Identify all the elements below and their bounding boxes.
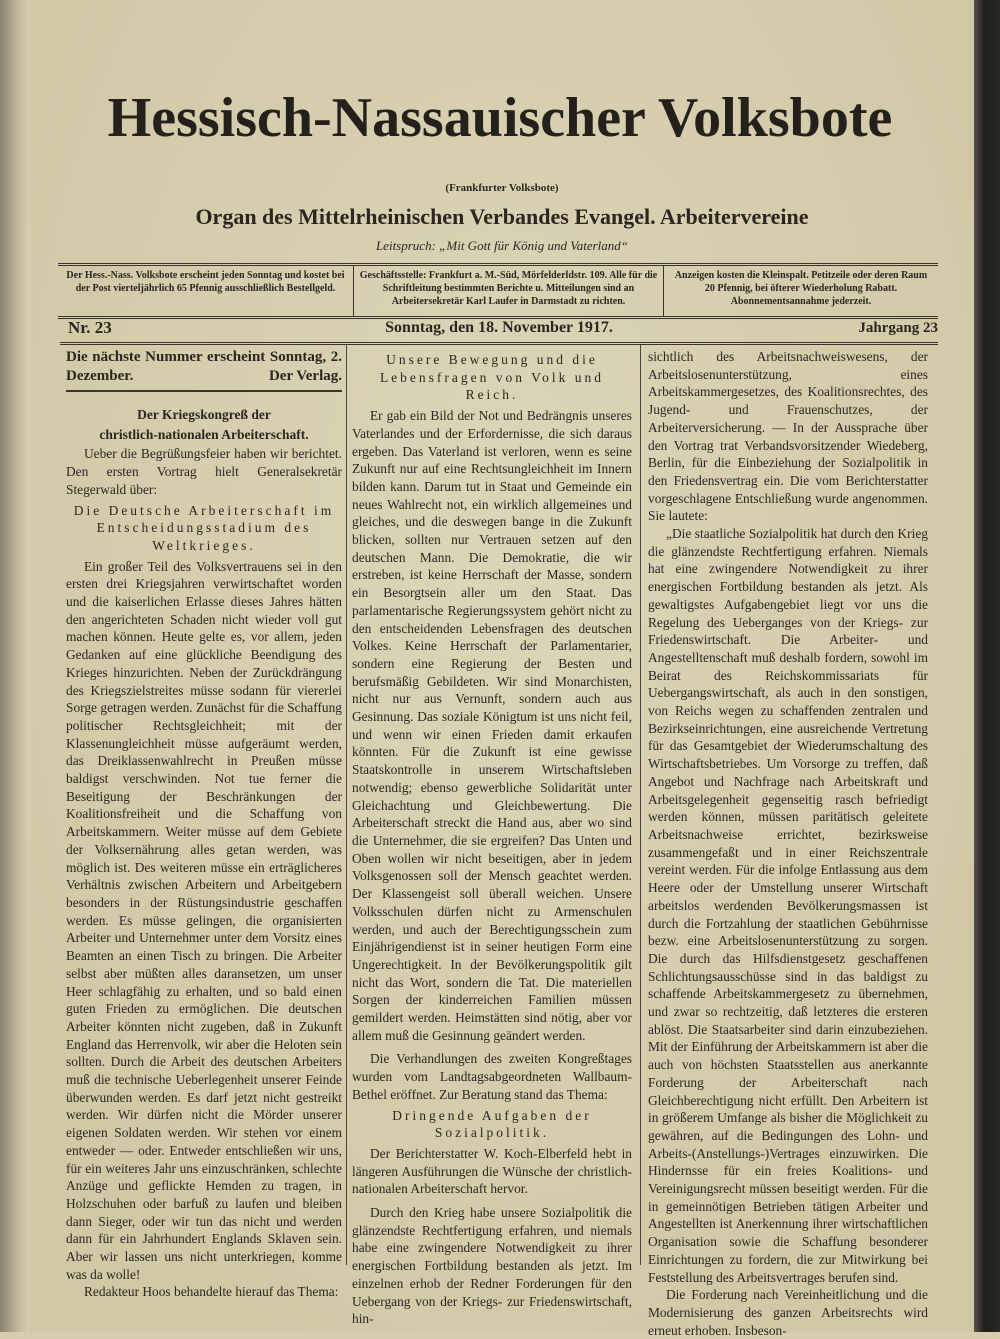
paragraph: Die Verhandlungen des zweiten Kongreßtages wurden vom Landtagsabgeordneten Wallbaum-Bethel eröffnet. Zur Beratung stand das Thema: xyxy=(352,1051,632,1102)
paragraph: Redakteur Hoos behandelte hierauf das Thema: xyxy=(84,1284,339,1300)
paragraph: sichtlich des Arbeitsnachweiswesens, der Arbeitslosenunterstützung, eines Arbeitskammergesetzes, des Koalitionsrechtes, des Jugend- und Frauenschutzes, der Arbeiterversicherung. — In der Aussprache über den Vortrag trat Verbandsvorsitzender Wiedeberg, Berlin, für die Einbeziehung der Sozialpolitik in den Friedensvertrag ein. Die vom Berichterstatter vorgeschlagene Entschließung wurde angenommen. Sie lautete: xyxy=(648,349,928,524)
next-issue-notice: Die nächste Nummer erscheint Sonntag, 2. Dezember. Der Verlag. xyxy=(66,348,342,392)
article-headline-2: christlich-nationalen Arbeiterschaft. xyxy=(99,426,309,442)
section-subhead: Die Deutsche Arbeiterschaft im Entscheidungsstadium des Weltkrieges. xyxy=(73,502,335,553)
paragraph: Ueber die Begrüßungsfeier haben wir berichtet. Den ersten Vortrag hielt Generalsekretär Stegerwald über: xyxy=(66,446,342,497)
column-1 xyxy=(66,348,342,1301)
section-subhead: Unsere Bewegung und die Lebensfragen von Volk und Reich. xyxy=(379,352,605,403)
column-divider xyxy=(640,345,641,1265)
subscription-info: Der Hess.-Nass. Volksbote erscheint jeden Sonntag und kostet bei der Post vierteljährlich 65 Pfennig ausschließlich Bestellgeld. xyxy=(66,270,345,294)
masthead-title: Hessisch-Nassauischer Volksbote xyxy=(107,87,893,149)
info-row xyxy=(58,263,938,319)
issue-row xyxy=(60,318,938,345)
paragraph: Ein großer Teil des Volksvertrauens sei in den ersten drei Kriegsjahren verwirtschaftet worden und die kaiserlichen Erlasse dieses Jahres hätten den angerichteten Schaden nicht wieder voll gut machen können. Heute gelte es, vor allem, jeden Gedanken auf eine glückliche Beendigung des Krieges hinzurichten. Neben der Zurückdrängung des Kriegszielstreites müsse sodann für viererlei Sorge getragen werden. Zunächst für die Schaffung politischer Rechtsgleichheit; mit der Klassenungleichheit müsse aufgeräumt werden, das Dreiklassenwahlrecht in Preußen müsse baldigst verschwinden. Not tue ferner die Beseitigung der Beschränkungen der Koalitionsfreiheit und die Schaffung von Arbeitskammern. Weiter müsse auf dem Gebiete der Volksernährung alles getan werden, was möglich ist. Des weiteren müsse ein erträglicheres Verhältnis zwischen Arbeitern und Arbeitgebern besonders in der Rüstungsindustrie geschaffen werden. Es müsse gelingen, die organisierten Arbeiter und Unternehmer unter dem Vorsitz eines Beamten an einen Tisch zu bringen. Die Arbeiter selbst aber müßten alles daransetzen, um unser Heer schlagfähig zu erhalten, und so bald einen guten Frieden zu ermöglichen. Die deutschen Arbeiter könnten nicht zugeben, daß in Zukunft England das Herrenvolk, wir aber die Heloten sein sollten. Durch die Arbeit des deutschen Arbeiters muß die technische Ueberlegenheit unserer Feinde überwunden werden. Es darf jetzt nicht gestreikt werden. Wir dürfen nicht die Mörder unserer eigenen Soldaten werden. Wir stehen vor einem entweder — oder. Entweder entschließen wir uns, für ein weiteres Jahr uns einzuschränken, schlechte Anzüge und geflickte Hemden zu tragen, in Holzschuhen oder barfuß zu laufen und bleiben dann Sieger, oder wir tun das nicht und werden dann für ein Jahrhundert Englands Sklaven sein. Aber wir lassen uns nicht unterkriegen, komme was da wolle! xyxy=(66,558,342,1282)
masthead-organ: Organ des Mittelrheinischen Verbandes Evangel. Arbeitervereine xyxy=(195,204,809,229)
ads-info: Anzeigen kosten die Kleinspalt. Petitzeile oder deren Raum 20 Pfennig, bei öfterer Wiederholung Rabatt. Abonnementsannahme jederzeit. xyxy=(663,266,938,316)
scan-left-edge xyxy=(0,0,30,1332)
column-3 xyxy=(648,348,928,1339)
column-divider xyxy=(346,345,347,1265)
paragraph: Durch den Krieg habe unsere Sozialpolitik die glänzendste Rechtfertigung erfahren, und niemals habe eine zwingendere Notwendigkeit zu ihrer energischen Fortbildung bestanden als jetzt. Im einzelnen erhob der Redner Forderungen für den Uebergang von der Kriegs- zur Friedenswirtschaft, hin- xyxy=(352,1205,632,1327)
masthead-motto: Leitspruch: „Mit Gott für König und Vaterland“ xyxy=(375,238,629,253)
paragraph: Die Forderung nach Vereinheitlichung und die Modernisierung des ganzen Arbeitsrechts wird erneut erhoben. Insbeson- xyxy=(648,1287,928,1338)
issue-date: Sonntag, den 18. November 1917. xyxy=(385,319,613,336)
scan-binding-edge xyxy=(974,0,1000,1332)
paragraph: Er gab ein Bild der Not und Bedrängnis unseres Vaterlandes und der Erfordernisse, die sich daraus ergeben. Das Vaterland ist verloren, wenn es seine Zukunft nur auf eine Rechtsungleichheit im Innern bilden kann. Darum tut in Staat und Gemeinde ein neues Wahlrecht not, ein wirklich allgemeines und gleiches, und die deswegen bange in die Zukunft blicken, sollten nur Vertrauen setzen auf den deutschen Mann. Die Demokratie, die wir erstreben, ist keine Herrschaft der Masse, sondern ein Besorgtsein aller um den Staat. Das parlamentarische Regierungssystem gehört nicht zu den entscheidenden Lebensfragen des deutschen Volkes. Keine Herrschaft der Parlamentarier, sondern eine Regierung der Besten und berufsmäßig Gebildeten. Wir sind Monarchisten, nicht nur aus Vernunft, sondern auch aus Gesinnung. Das soziale Königtum ist uns nicht feil, und wenn wir einen Frieden damit erkaufen könnten. Für die Zukunft ist eine gewisse Staatskontrolle in unserem Wirtschaftsleben notwendig; ebenso gewerbliche Solidarität unter Gleichachtung und Gleichbewertung. Die Arbeiterschaft streckt die Hand aus, aber wo sind die Unternehmer, die sie ergreifen? Das Unten und Oben wollen wir nicht beseitigen, aber in jedem Volksgenossen soll der Mensch geachtet werden. Der Klassengeist soll überall weichen. Unsere Volksschulen dürfen nicht zu Armenschulen werden, und auch der Berechtigungsschein zum Einjährigendienst ist in seiner heutigen Form eine Ungerechtigkeit. In der Bevölkerungspolitik gilt nicht das Wort, sondern die Tat. Die materiellen Sorgen der kinderreichen Familien müssen gemildert werden. Heimstätten sind nötig, aber vor allem muß die Gesinnung geändert werden. xyxy=(352,408,632,1043)
office-info: Geschäftsstelle: Frankfurt a. M.-Süd, Mörfelderldstr. 109. Alle für die Schriftleitung bestimmten Berichte u. Mitteilungen sind an Arbeitersekretär Karl Laufer in Darmstadt zu richten. xyxy=(353,266,663,316)
resolution-quote: „Die staatliche Sozialpolitik hat durch den Krieg die glänzendste Rechtfertigung erfahren. Niemals hat eine zwingendere Notwendigkeit zu ihrer energischen Fortbildung bestanden als jetzt. Als gewaltigstes Aufgabengebiet liegt vor uns die Regelung des Ueberganges von der Kriegs- zur Friedenswirtschaft. Die Arbeiter- und Angestelltenschaft muß deshalb fordern, sowohl im Beirat des Reichskommissariats für Uebergangswirtschaft, als auch in den sonstigen, von Reichs wegen zu schaffenden zentralen und Bezirkseinrichtungen, eine ausreichende Vertretung für das Gesamtgebiet der Wiederumschaltung des Wirtschaftsbetriebes. Um Vorsorge zu treffen, daß Angebot und Nachfrage nach Arbeitskraft und Arbeitsgelegenheit gegenseitig rasch befriedigt werden können, müssen paritätisch geleitete Arbeitsnachweise errichtet, bezirksweise zusammengefaßt und in einer Reichszentrale vereint werden. Für die infolge Entlassung aus dem Heere oder der Umstellung unserer Wirtschaft arbeitslos werdenden Bevölkerungsmassen ist durch die Fortzahlung der staatlichen Gebührnisse bezw. eine Arbeitslosenunterstützung zu sorgen. Die durch das Hilfsdienstgesetz geschaffenen Schlichtungsausschüsse sind in das baldigst zu schaffende Arbeitskammergesetz zu übernehmen, und zwar so rechtzeitig, daß letzteres die ersteren ablöst. Die Staatsarbeiter sind darin einzubeziehen. Mit der Einführung der Arbeitskammern ist aber die auch von höchsten Staatsstellen aus anerkannte Forderung der Arbeiterschaft nach Gleichberechtigung nicht erfüllt. Den Arbeitern ist in größerem Umfange als bisher die Möglichkeit zu gewähren, auf die Bedingungen des Lohn- und Arbeits-(Anstellungs-)Vertrages einzuwirken. Die Hindernsse für ein freies Koalitions- und Vereinigungsrecht müssen beseitigt werden. Für die in gemeinnötigen Betrieben tätigen Arbeiter und Angestellten ist Anerkennung ihrer wirtschaftlichen Organisation sowie die Schaffung besonderer Einrichtungen zu fordern, die zur Mitwirkung bei Feststellung des Arbeitsvertrages berufen sind. xyxy=(648,526,928,1285)
column-2 xyxy=(352,348,632,1328)
issue-number: Nr. 23 xyxy=(68,318,112,337)
masthead-subtitle: (Frankfurter Volksbote) xyxy=(445,182,559,194)
article-headline: Der Kriegskongreß der xyxy=(137,407,271,422)
notice-signature: Der Verlag. xyxy=(268,368,342,384)
section-subhead: Dringende Aufgaben der Sozialpolitik. xyxy=(392,1107,592,1141)
issue-volume: Jahrgang 23 xyxy=(858,320,938,336)
newspaper-page xyxy=(30,0,974,1338)
paragraph: Der Berichterstatter W. Koch-Elberfeld hebt in längeren Ausführungen die Wünsche der christlich-nationalen Arbeiterschaft hervor. xyxy=(352,1145,632,1197)
